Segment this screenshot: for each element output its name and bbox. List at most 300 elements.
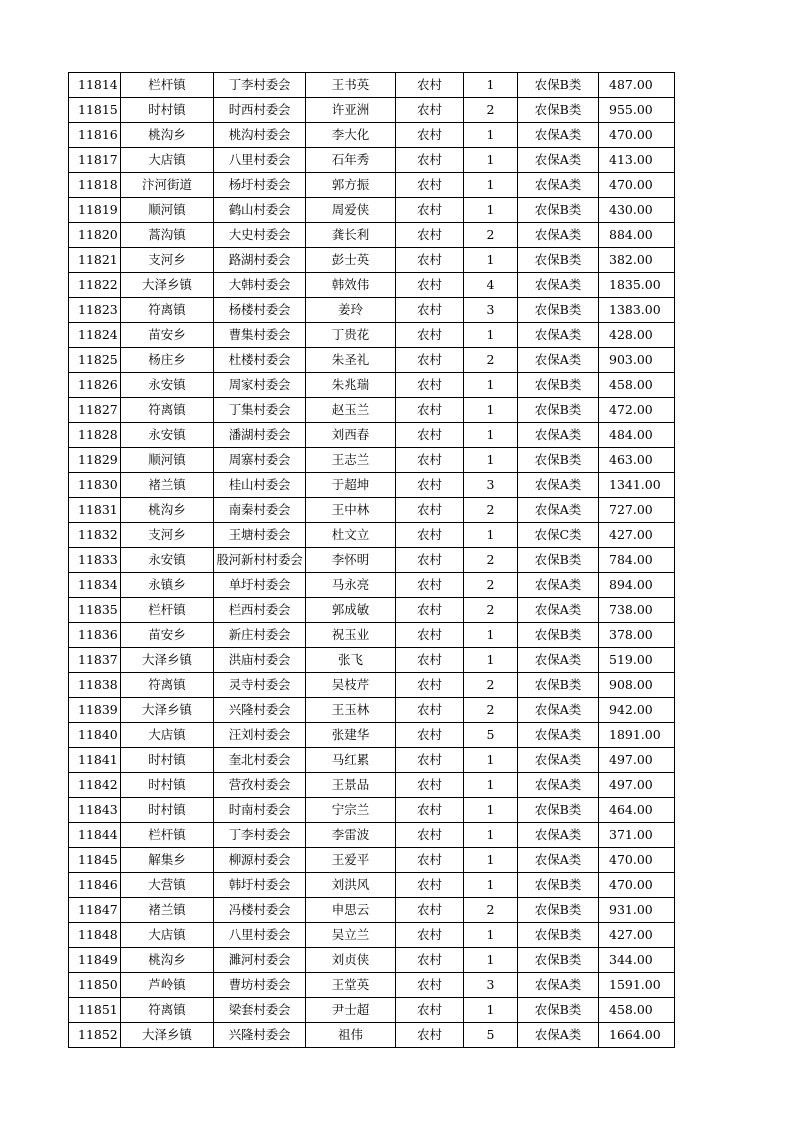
- insurance-category-cell: 农保A类: [518, 173, 599, 198]
- person-name-cell: 王景品: [306, 773, 396, 798]
- row-id-cell: 11839: [69, 698, 121, 723]
- insurance-category-cell: 农保A类: [518, 348, 599, 373]
- area-type-cell: 农村: [396, 698, 464, 723]
- village-committee-cell: 杜楼村委会: [214, 348, 306, 373]
- township-cell: 汴河街道: [121, 173, 214, 198]
- township-cell: 永镇乡: [121, 573, 214, 598]
- table-row: [69, 473, 675, 498]
- township-cell: 苗安乡: [121, 323, 214, 348]
- township-cell: 顺河镇: [121, 198, 214, 223]
- insurance-category-cell: 农保B类: [518, 923, 599, 948]
- area-type-cell: 农村: [396, 748, 464, 773]
- row-id-cell: 11819: [69, 198, 121, 223]
- amount-cell: 942.00: [599, 698, 675, 723]
- household-count-cell: 1: [464, 323, 518, 348]
- household-count-cell: 2: [464, 348, 518, 373]
- insurance-category-cell: 农保A类: [518, 648, 599, 673]
- area-type-cell: 农村: [396, 73, 464, 98]
- row-id-cell: 11815: [69, 98, 121, 123]
- amount-cell: 470.00: [599, 873, 675, 898]
- village-committee-cell: 时西村委会: [214, 98, 306, 123]
- township-cell: 桃沟乡: [121, 498, 214, 523]
- area-type-cell: 农村: [396, 148, 464, 173]
- table-row: [69, 848, 675, 873]
- insurance-category-cell: 农保A类: [518, 323, 599, 348]
- insurance-category-cell: 农保A类: [518, 723, 599, 748]
- row-id-cell: 11824: [69, 323, 121, 348]
- row-id-cell: 11814: [69, 73, 121, 98]
- township-cell: 大店镇: [121, 723, 214, 748]
- table-row: [69, 548, 675, 573]
- person-name-cell: 李雷波: [306, 823, 396, 848]
- area-type-cell: 农村: [396, 423, 464, 448]
- household-count-cell: 1: [464, 148, 518, 173]
- table-row: [69, 523, 675, 548]
- person-name-cell: 吴立兰: [306, 923, 396, 948]
- row-id-cell: 11841: [69, 748, 121, 773]
- household-count-cell: 2: [464, 498, 518, 523]
- insurance-category-cell: 农保B类: [518, 98, 599, 123]
- village-committee-cell: 新庄村委会: [214, 623, 306, 648]
- area-type-cell: 农村: [396, 998, 464, 1023]
- township-cell: 大店镇: [121, 148, 214, 173]
- data-table: [68, 72, 675, 1048]
- household-count-cell: 2: [464, 898, 518, 923]
- person-name-cell: 郭成敏: [306, 598, 396, 623]
- village-committee-cell: 柳源村委会: [214, 848, 306, 873]
- village-committee-cell: 王塘村委会: [214, 523, 306, 548]
- household-count-cell: 1: [464, 423, 518, 448]
- village-committee-cell: 八里村委会: [214, 923, 306, 948]
- table-row: [69, 648, 675, 673]
- insurance-category-cell: 农保A类: [518, 848, 599, 873]
- insurance-category-cell: 农保A类: [518, 598, 599, 623]
- township-cell: 褚兰镇: [121, 898, 214, 923]
- person-name-cell: 张建华: [306, 723, 396, 748]
- household-count-cell: 1: [464, 773, 518, 798]
- row-id-cell: 11838: [69, 673, 121, 698]
- township-cell: 符离镇: [121, 998, 214, 1023]
- table-row: [69, 148, 675, 173]
- person-name-cell: 朱圣礼: [306, 348, 396, 373]
- township-cell: 支河乡: [121, 523, 214, 548]
- row-id-cell: 11829: [69, 448, 121, 473]
- area-type-cell: 农村: [396, 973, 464, 998]
- area-type-cell: 农村: [396, 123, 464, 148]
- insurance-category-cell: 农保A类: [518, 698, 599, 723]
- insurance-category-cell: 农保B类: [518, 248, 599, 273]
- table-row: [69, 998, 675, 1023]
- township-cell: 桃沟乡: [121, 123, 214, 148]
- household-count-cell: 3: [464, 298, 518, 323]
- amount-cell: 427.00: [599, 523, 675, 548]
- area-type-cell: 农村: [396, 273, 464, 298]
- person-name-cell: 宁宗兰: [306, 798, 396, 823]
- table-row: [69, 923, 675, 948]
- household-count-cell: 1: [464, 623, 518, 648]
- insurance-category-cell: 农保A类: [518, 148, 599, 173]
- person-name-cell: 王玉林: [306, 698, 396, 723]
- person-name-cell: 周爱侠: [306, 198, 396, 223]
- row-id-cell: 11816: [69, 123, 121, 148]
- insurance-category-cell: 农保B类: [518, 948, 599, 973]
- person-name-cell: 祖伟: [306, 1023, 396, 1048]
- village-committee-cell: 股河新村村委会: [214, 548, 306, 573]
- village-committee-cell: 大史村委会: [214, 223, 306, 248]
- person-name-cell: 彭士英: [306, 248, 396, 273]
- amount-cell: 894.00: [599, 573, 675, 598]
- table-row: [69, 198, 675, 223]
- insurance-category-cell: 农保A类: [518, 498, 599, 523]
- village-committee-cell: 奎北村委会: [214, 748, 306, 773]
- row-id-cell: 11818: [69, 173, 121, 198]
- person-name-cell: 赵玉兰: [306, 398, 396, 423]
- table-row: [69, 873, 675, 898]
- township-cell: 符离镇: [121, 398, 214, 423]
- row-id-cell: 11820: [69, 223, 121, 248]
- amount-cell: 378.00: [599, 623, 675, 648]
- area-type-cell: 农村: [396, 648, 464, 673]
- person-name-cell: 祝玉业: [306, 623, 396, 648]
- table-row: [69, 973, 675, 998]
- household-count-cell: 1: [464, 373, 518, 398]
- township-cell: 杨庄乡: [121, 348, 214, 373]
- table-row: [69, 248, 675, 273]
- household-count-cell: 1: [464, 923, 518, 948]
- amount-cell: 1664.00: [599, 1023, 675, 1048]
- person-name-cell: 韩效伟: [306, 273, 396, 298]
- person-name-cell: 王书英: [306, 73, 396, 98]
- township-cell: 褚兰镇: [121, 473, 214, 498]
- area-type-cell: 农村: [396, 948, 464, 973]
- village-committee-cell: 杨楼村委会: [214, 298, 306, 323]
- household-count-cell: 1: [464, 873, 518, 898]
- row-id-cell: 11827: [69, 398, 121, 423]
- person-name-cell: 王堂英: [306, 973, 396, 998]
- household-count-cell: 1: [464, 198, 518, 223]
- insurance-category-cell: 农保B类: [518, 198, 599, 223]
- person-name-cell: 丁贵花: [306, 323, 396, 348]
- household-count-cell: 2: [464, 598, 518, 623]
- person-name-cell: 于超坤: [306, 473, 396, 498]
- area-type-cell: 农村: [396, 598, 464, 623]
- amount-cell: 427.00: [599, 923, 675, 948]
- table-row: [69, 223, 675, 248]
- area-type-cell: 农村: [396, 548, 464, 573]
- insurance-category-cell: 农保B类: [518, 673, 599, 698]
- person-name-cell: 许亚洲: [306, 98, 396, 123]
- amount-cell: 371.00: [599, 823, 675, 848]
- row-id-cell: 11847: [69, 898, 121, 923]
- table-row: [69, 698, 675, 723]
- township-cell: 时村镇: [121, 773, 214, 798]
- township-cell: 大泽乡镇: [121, 698, 214, 723]
- household-count-cell: 1: [464, 173, 518, 198]
- area-type-cell: 农村: [396, 323, 464, 348]
- township-cell: 桃沟乡: [121, 948, 214, 973]
- table-row: [69, 1023, 675, 1048]
- row-id-cell: 11843: [69, 798, 121, 823]
- area-type-cell: 农村: [396, 898, 464, 923]
- township-cell: 符离镇: [121, 673, 214, 698]
- insurance-category-cell: 农保B类: [518, 623, 599, 648]
- village-committee-cell: 韩圩村委会: [214, 873, 306, 898]
- village-committee-cell: 曹集村委会: [214, 323, 306, 348]
- row-id-cell: 11832: [69, 523, 121, 548]
- household-count-cell: 1: [464, 523, 518, 548]
- row-id-cell: 11850: [69, 973, 121, 998]
- household-count-cell: 1: [464, 123, 518, 148]
- table-row: [69, 423, 675, 448]
- household-count-cell: 2: [464, 223, 518, 248]
- household-count-cell: 5: [464, 1023, 518, 1048]
- insurance-category-cell: 农保B类: [518, 398, 599, 423]
- person-name-cell: 刘洪风: [306, 873, 396, 898]
- area-type-cell: 农村: [396, 248, 464, 273]
- household-count-cell: 2: [464, 673, 518, 698]
- village-committee-cell: 梁套村委会: [214, 998, 306, 1023]
- table-row: [69, 573, 675, 598]
- area-type-cell: 农村: [396, 623, 464, 648]
- row-id-cell: 11835: [69, 598, 121, 623]
- table-row: [69, 748, 675, 773]
- person-name-cell: 龚长利: [306, 223, 396, 248]
- table-row: [69, 273, 675, 298]
- village-committee-cell: 丁李村委会: [214, 823, 306, 848]
- amount-cell: 884.00: [599, 223, 675, 248]
- insurance-category-cell: 农保B类: [518, 548, 599, 573]
- township-cell: 符离镇: [121, 298, 214, 323]
- amount-cell: 784.00: [599, 548, 675, 573]
- area-type-cell: 农村: [396, 723, 464, 748]
- row-id-cell: 11817: [69, 148, 121, 173]
- row-id-cell: 11833: [69, 548, 121, 573]
- row-id-cell: 11842: [69, 773, 121, 798]
- village-committee-cell: 周寨村委会: [214, 448, 306, 473]
- insurance-category-cell: 农保B类: [518, 298, 599, 323]
- village-committee-cell: 桂山村委会: [214, 473, 306, 498]
- village-committee-cell: 八里村委会: [214, 148, 306, 173]
- village-committee-cell: 丁集村委会: [214, 398, 306, 423]
- township-cell: 苗安乡: [121, 623, 214, 648]
- area-type-cell: 农村: [396, 523, 464, 548]
- township-cell: 时村镇: [121, 98, 214, 123]
- person-name-cell: 申思云: [306, 898, 396, 923]
- area-type-cell: 农村: [396, 823, 464, 848]
- insurance-category-cell: 农保A类: [518, 748, 599, 773]
- amount-cell: 470.00: [599, 173, 675, 198]
- household-count-cell: 1: [464, 848, 518, 873]
- amount-cell: 470.00: [599, 848, 675, 873]
- table-row: [69, 598, 675, 623]
- table-row: [69, 373, 675, 398]
- amount-cell: 1835.00: [599, 273, 675, 298]
- table-row: [69, 73, 675, 98]
- amount-cell: 519.00: [599, 648, 675, 673]
- row-id-cell: 11837: [69, 648, 121, 673]
- amount-cell: 430.00: [599, 198, 675, 223]
- person-name-cell: 王爱平: [306, 848, 396, 873]
- row-id-cell: 11845: [69, 848, 121, 873]
- row-id-cell: 11822: [69, 273, 121, 298]
- row-id-cell: 11836: [69, 623, 121, 648]
- village-committee-cell: 曹坊村委会: [214, 973, 306, 998]
- village-committee-cell: 兴隆村委会: [214, 1023, 306, 1048]
- person-name-cell: 李怀明: [306, 548, 396, 573]
- person-name-cell: 马永亮: [306, 573, 396, 598]
- village-committee-cell: 路湖村委会: [214, 248, 306, 273]
- amount-cell: 344.00: [599, 948, 675, 973]
- township-cell: 大泽乡镇: [121, 273, 214, 298]
- township-cell: 栏杆镇: [121, 823, 214, 848]
- table-row: [69, 123, 675, 148]
- table-row: [69, 723, 675, 748]
- household-count-cell: 1: [464, 823, 518, 848]
- township-cell: 永安镇: [121, 548, 214, 573]
- household-count-cell: 5: [464, 723, 518, 748]
- township-cell: 栏杆镇: [121, 598, 214, 623]
- insurance-category-cell: 农保A类: [518, 1023, 599, 1048]
- household-count-cell: 2: [464, 548, 518, 573]
- household-count-cell: 4: [464, 273, 518, 298]
- household-count-cell: 1: [464, 448, 518, 473]
- insurance-category-cell: 农保A类: [518, 423, 599, 448]
- person-name-cell: 尹士超: [306, 998, 396, 1023]
- village-committee-cell: 冯楼村委会: [214, 898, 306, 923]
- village-committee-cell: 栏西村委会: [214, 598, 306, 623]
- area-type-cell: 农村: [396, 373, 464, 398]
- village-committee-cell: 鹤山村委会: [214, 198, 306, 223]
- person-name-cell: 吴枝芹: [306, 673, 396, 698]
- row-id-cell: 11846: [69, 873, 121, 898]
- village-committee-cell: 濉河村委会: [214, 948, 306, 973]
- row-id-cell: 11834: [69, 573, 121, 598]
- village-committee-cell: 丁李村委会: [214, 73, 306, 98]
- insurance-category-cell: 农保C类: [518, 523, 599, 548]
- area-type-cell: 农村: [396, 348, 464, 373]
- amount-cell: 428.00: [599, 323, 675, 348]
- area-type-cell: 农村: [396, 923, 464, 948]
- household-count-cell: 1: [464, 948, 518, 973]
- insurance-category-cell: 农保B类: [518, 73, 599, 98]
- area-type-cell: 农村: [396, 173, 464, 198]
- table-row: [69, 773, 675, 798]
- township-cell: 大泽乡镇: [121, 648, 214, 673]
- person-name-cell: 杜文立: [306, 523, 396, 548]
- amount-cell: 1891.00: [599, 723, 675, 748]
- township-cell: 蒿沟镇: [121, 223, 214, 248]
- insurance-category-cell: 农保A类: [518, 823, 599, 848]
- table-body: [69, 73, 675, 1048]
- table-row: [69, 323, 675, 348]
- area-type-cell: 农村: [396, 198, 464, 223]
- person-name-cell: 张飞: [306, 648, 396, 673]
- table-row: [69, 623, 675, 648]
- amount-cell: 727.00: [599, 498, 675, 523]
- household-count-cell: 2: [464, 98, 518, 123]
- insurance-category-cell: 农保A类: [518, 223, 599, 248]
- area-type-cell: 农村: [396, 498, 464, 523]
- township-cell: 芦岭镇: [121, 973, 214, 998]
- household-count-cell: 1: [464, 73, 518, 98]
- amount-cell: 382.00: [599, 248, 675, 273]
- village-committee-cell: 单圩村委会: [214, 573, 306, 598]
- township-cell: 时村镇: [121, 748, 214, 773]
- household-count-cell: 3: [464, 973, 518, 998]
- insurance-category-cell: 农保B类: [518, 373, 599, 398]
- area-type-cell: 农村: [396, 473, 464, 498]
- person-name-cell: 刘贞侠: [306, 948, 396, 973]
- township-cell: 大店镇: [121, 923, 214, 948]
- row-id-cell: 11849: [69, 948, 121, 973]
- village-committee-cell: 时南村委会: [214, 798, 306, 823]
- amount-cell: 497.00: [599, 773, 675, 798]
- row-id-cell: 11840: [69, 723, 121, 748]
- insurance-category-cell: 农保B类: [518, 998, 599, 1023]
- household-count-cell: 1: [464, 748, 518, 773]
- person-name-cell: 郭方振: [306, 173, 396, 198]
- village-committee-cell: 大韩村委会: [214, 273, 306, 298]
- village-committee-cell: 灵寺村委会: [214, 673, 306, 698]
- table-row: [69, 173, 675, 198]
- table-row: [69, 898, 675, 923]
- area-type-cell: 农村: [396, 298, 464, 323]
- amount-cell: 738.00: [599, 598, 675, 623]
- area-type-cell: 农村: [396, 573, 464, 598]
- row-id-cell: 11844: [69, 823, 121, 848]
- amount-cell: 463.00: [599, 448, 675, 473]
- insurance-category-cell: 农保A类: [518, 973, 599, 998]
- table-row: [69, 823, 675, 848]
- village-committee-cell: 周家村委会: [214, 373, 306, 398]
- area-type-cell: 农村: [396, 1023, 464, 1048]
- village-committee-cell: 洪庙村委会: [214, 648, 306, 673]
- area-type-cell: 农村: [396, 448, 464, 473]
- amount-cell: 458.00: [599, 373, 675, 398]
- amount-cell: 497.00: [599, 748, 675, 773]
- township-cell: 大泽乡镇: [121, 1023, 214, 1048]
- person-name-cell: 姜玲: [306, 298, 396, 323]
- amount-cell: 470.00: [599, 123, 675, 148]
- table-row: [69, 673, 675, 698]
- household-count-cell: 1: [464, 998, 518, 1023]
- amount-cell: 472.00: [599, 398, 675, 423]
- township-cell: 永安镇: [121, 373, 214, 398]
- amount-cell: 1341.00: [599, 473, 675, 498]
- area-type-cell: 农村: [396, 773, 464, 798]
- amount-cell: 903.00: [599, 348, 675, 373]
- township-cell: 支河乡: [121, 248, 214, 273]
- row-id-cell: 11851: [69, 998, 121, 1023]
- insurance-category-cell: 农保A类: [518, 273, 599, 298]
- insurance-category-cell: 农保A类: [518, 473, 599, 498]
- village-committee-cell: 潘湖村委会: [214, 423, 306, 448]
- row-id-cell: 11852: [69, 1023, 121, 1048]
- village-committee-cell: 营孜村委会: [214, 773, 306, 798]
- table-row: [69, 448, 675, 473]
- household-count-cell: 2: [464, 573, 518, 598]
- amount-cell: 1383.00: [599, 298, 675, 323]
- amount-cell: 1591.00: [599, 973, 675, 998]
- row-id-cell: 11821: [69, 248, 121, 273]
- township-cell: 时村镇: [121, 798, 214, 823]
- row-id-cell: 11826: [69, 373, 121, 398]
- amount-cell: 908.00: [599, 673, 675, 698]
- person-name-cell: 刘西春: [306, 423, 396, 448]
- insurance-category-cell: 农保B类: [518, 873, 599, 898]
- table-row: [69, 348, 675, 373]
- household-count-cell: 3: [464, 473, 518, 498]
